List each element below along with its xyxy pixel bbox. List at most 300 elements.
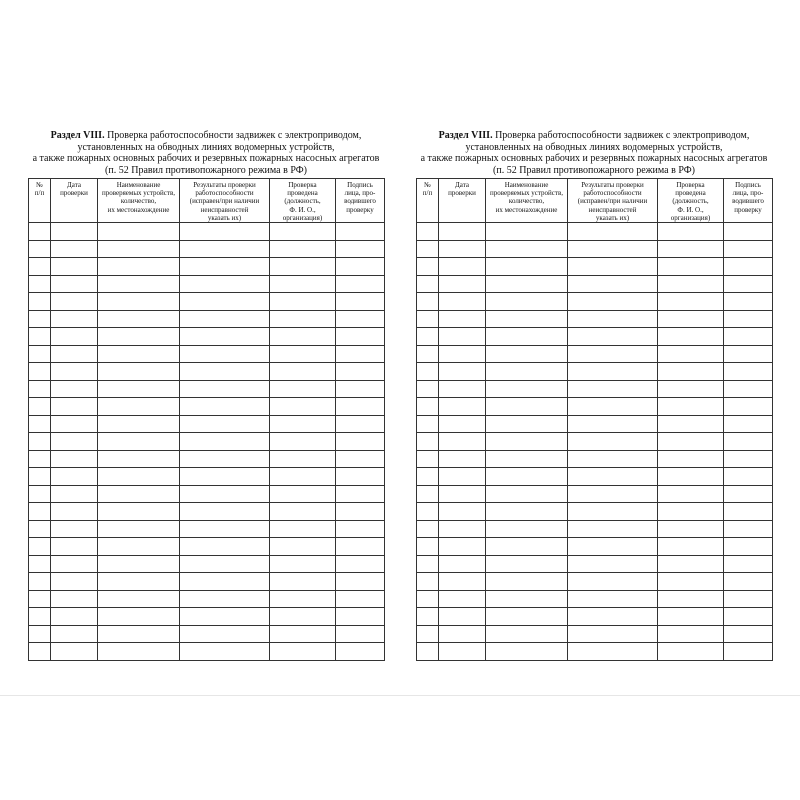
table-cell[interactable] — [439, 380, 486, 398]
table-cell[interactable] — [51, 485, 98, 503]
table-cell[interactable] — [658, 485, 724, 503]
table-cell[interactable] — [98, 503, 180, 521]
table-cell[interactable] — [724, 240, 773, 258]
table-cell[interactable] — [439, 310, 486, 328]
table-cell[interactable] — [98, 608, 180, 626]
table-cell[interactable] — [180, 573, 270, 591]
table-cell[interactable] — [51, 293, 98, 311]
table-cell[interactable] — [486, 468, 568, 486]
table-cell[interactable] — [486, 608, 568, 626]
table-cell[interactable] — [270, 345, 336, 363]
table-cell[interactable] — [51, 625, 98, 643]
table-cell[interactable] — [270, 293, 336, 311]
table-cell[interactable] — [98, 310, 180, 328]
table-cell[interactable] — [439, 590, 486, 608]
table-cell[interactable] — [270, 275, 336, 293]
table-cell[interactable] — [180, 310, 270, 328]
table-cell[interactable] — [336, 398, 385, 416]
table-cell[interactable] — [98, 223, 180, 241]
table-cell[interactable] — [568, 310, 658, 328]
table-cell[interactable] — [98, 590, 180, 608]
table-cell[interactable] — [51, 538, 98, 556]
table-cell[interactable] — [336, 223, 385, 241]
table-cell[interactable] — [180, 223, 270, 241]
table-cell[interactable] — [180, 293, 270, 311]
table-cell[interactable] — [29, 415, 51, 433]
table-cell[interactable] — [568, 573, 658, 591]
table-cell[interactable] — [486, 310, 568, 328]
table-cell[interactable] — [658, 240, 724, 258]
table-cell[interactable] — [724, 223, 773, 241]
table-cell[interactable] — [270, 608, 336, 626]
table-cell[interactable] — [270, 503, 336, 521]
table-cell[interactable] — [29, 258, 51, 276]
table-cell[interactable] — [98, 485, 180, 503]
table-cell[interactable] — [336, 363, 385, 381]
table-cell[interactable] — [180, 503, 270, 521]
table-cell[interactable] — [98, 240, 180, 258]
table-cell[interactable] — [336, 608, 385, 626]
table-cell[interactable] — [486, 433, 568, 451]
table-cell[interactable] — [486, 485, 568, 503]
table-cell[interactable] — [568, 538, 658, 556]
table-cell[interactable] — [29, 433, 51, 451]
table-cell[interactable] — [724, 538, 773, 556]
table-cell[interactable] — [724, 398, 773, 416]
table-cell[interactable] — [29, 293, 51, 311]
table-cell[interactable] — [658, 293, 724, 311]
table-cell[interactable] — [724, 363, 773, 381]
table-cell[interactable] — [658, 328, 724, 346]
table-cell[interactable] — [568, 520, 658, 538]
table-cell[interactable] — [98, 468, 180, 486]
table-cell[interactable] — [568, 293, 658, 311]
table-cell[interactable] — [486, 240, 568, 258]
table-cell[interactable] — [439, 555, 486, 573]
table-cell[interactable] — [336, 433, 385, 451]
table-cell[interactable] — [568, 625, 658, 643]
table-cell[interactable] — [336, 258, 385, 276]
table-cell[interactable] — [568, 485, 658, 503]
table-cell[interactable] — [486, 398, 568, 416]
table-cell[interactable] — [98, 643, 180, 661]
table-cell[interactable] — [180, 275, 270, 293]
table-cell[interactable] — [658, 555, 724, 573]
table-cell[interactable] — [568, 608, 658, 626]
table-cell[interactable] — [51, 433, 98, 451]
table-cell[interactable] — [51, 450, 98, 468]
table-cell[interactable] — [51, 223, 98, 241]
table-cell[interactable] — [98, 293, 180, 311]
table-cell[interactable] — [568, 363, 658, 381]
table-cell[interactable] — [180, 608, 270, 626]
table-cell[interactable] — [417, 258, 439, 276]
table-cell[interactable] — [336, 590, 385, 608]
table-cell[interactable] — [98, 380, 180, 398]
table-cell[interactable] — [336, 555, 385, 573]
table-cell[interactable] — [29, 643, 51, 661]
table-cell[interactable] — [336, 643, 385, 661]
table-cell[interactable] — [51, 275, 98, 293]
table-cell[interactable] — [51, 328, 98, 346]
table-cell[interactable] — [270, 468, 336, 486]
table-cell[interactable] — [336, 468, 385, 486]
table-cell[interactable] — [658, 520, 724, 538]
table-cell[interactable] — [180, 380, 270, 398]
table-cell[interactable] — [51, 415, 98, 433]
table-cell[interactable] — [270, 415, 336, 433]
table-cell[interactable] — [724, 275, 773, 293]
table-cell[interactable] — [486, 590, 568, 608]
table-cell[interactable] — [270, 538, 336, 556]
table-cell[interactable] — [658, 538, 724, 556]
table-cell[interactable] — [98, 520, 180, 538]
table-cell[interactable] — [98, 625, 180, 643]
table-cell[interactable] — [29, 503, 51, 521]
table-cell[interactable] — [658, 223, 724, 241]
table-cell[interactable] — [336, 503, 385, 521]
table-cell[interactable] — [51, 380, 98, 398]
table-cell[interactable] — [29, 468, 51, 486]
table-cell[interactable] — [270, 433, 336, 451]
table-cell[interactable] — [336, 520, 385, 538]
table-cell[interactable] — [29, 398, 51, 416]
table-cell[interactable] — [658, 275, 724, 293]
table-cell[interactable] — [568, 450, 658, 468]
table-cell[interactable] — [336, 380, 385, 398]
table-cell[interactable] — [29, 223, 51, 241]
table-cell[interactable] — [51, 240, 98, 258]
table-cell[interactable] — [486, 363, 568, 381]
table-cell[interactable] — [417, 275, 439, 293]
table-cell[interactable] — [568, 240, 658, 258]
table-cell[interactable] — [568, 503, 658, 521]
table-cell[interactable] — [439, 573, 486, 591]
table-cell[interactable] — [336, 625, 385, 643]
table-cell[interactable] — [180, 433, 270, 451]
table-cell[interactable] — [658, 450, 724, 468]
table-cell[interactable] — [724, 468, 773, 486]
table-cell[interactable] — [336, 415, 385, 433]
table-cell[interactable] — [417, 450, 439, 468]
table-cell[interactable] — [29, 240, 51, 258]
table-cell[interactable] — [336, 293, 385, 311]
table-cell[interactable] — [568, 415, 658, 433]
table-cell[interactable] — [439, 433, 486, 451]
table-cell[interactable] — [98, 555, 180, 573]
table-cell[interactable] — [180, 328, 270, 346]
table-cell[interactable] — [658, 380, 724, 398]
table-cell[interactable] — [724, 573, 773, 591]
table-cell[interactable] — [98, 450, 180, 468]
table-cell[interactable] — [29, 555, 51, 573]
table-cell[interactable] — [180, 555, 270, 573]
table-cell[interactable] — [724, 293, 773, 311]
table-cell[interactable] — [336, 310, 385, 328]
table-cell[interactable] — [417, 503, 439, 521]
table-cell[interactable] — [180, 450, 270, 468]
table-cell[interactable] — [658, 590, 724, 608]
table-cell[interactable] — [486, 380, 568, 398]
table-cell[interactable] — [336, 275, 385, 293]
table-cell[interactable] — [417, 555, 439, 573]
table-cell[interactable] — [29, 573, 51, 591]
table-cell[interactable] — [417, 468, 439, 486]
table-cell[interactable] — [658, 433, 724, 451]
table-cell[interactable] — [98, 415, 180, 433]
table-cell[interactable] — [180, 485, 270, 503]
table-cell[interactable] — [658, 310, 724, 328]
table-cell[interactable] — [417, 625, 439, 643]
table-cell[interactable] — [417, 345, 439, 363]
table-cell[interactable] — [270, 310, 336, 328]
table-cell[interactable] — [486, 328, 568, 346]
table-cell[interactable] — [270, 380, 336, 398]
table-cell[interactable] — [417, 363, 439, 381]
table-cell[interactable] — [98, 538, 180, 556]
table-cell[interactable] — [336, 450, 385, 468]
table-cell[interactable] — [270, 328, 336, 346]
table-cell[interactable] — [180, 468, 270, 486]
table-cell[interactable] — [658, 415, 724, 433]
table-cell[interactable] — [724, 503, 773, 521]
table-cell[interactable] — [29, 345, 51, 363]
table-cell[interactable] — [29, 538, 51, 556]
table-cell[interactable] — [270, 625, 336, 643]
table-cell[interactable] — [417, 433, 439, 451]
table-cell[interactable] — [417, 608, 439, 626]
table-cell[interactable] — [417, 415, 439, 433]
table-cell[interactable] — [439, 240, 486, 258]
table-cell[interactable] — [568, 398, 658, 416]
table-cell[interactable] — [439, 503, 486, 521]
table-cell[interactable] — [29, 590, 51, 608]
table-cell[interactable] — [486, 573, 568, 591]
table-cell[interactable] — [51, 608, 98, 626]
table-cell[interactable] — [658, 258, 724, 276]
table-cell[interactable] — [568, 468, 658, 486]
table-cell[interactable] — [270, 590, 336, 608]
table-cell[interactable] — [486, 625, 568, 643]
table-cell[interactable] — [658, 345, 724, 363]
table-cell[interactable] — [180, 345, 270, 363]
table-cell[interactable] — [180, 625, 270, 643]
table-cell[interactable] — [29, 310, 51, 328]
table-cell[interactable] — [439, 258, 486, 276]
table-cell[interactable] — [439, 450, 486, 468]
table-cell[interactable] — [658, 468, 724, 486]
table-cell[interactable] — [336, 345, 385, 363]
table-cell[interactable] — [270, 240, 336, 258]
table-cell[interactable] — [439, 520, 486, 538]
table-cell[interactable] — [724, 258, 773, 276]
table-cell[interactable] — [724, 643, 773, 661]
table-cell[interactable] — [98, 258, 180, 276]
table-cell[interactable] — [336, 328, 385, 346]
table-cell[interactable] — [417, 223, 439, 241]
table-cell[interactable] — [270, 450, 336, 468]
table-cell[interactable] — [658, 625, 724, 643]
table-cell[interactable] — [98, 275, 180, 293]
table-cell[interactable] — [417, 380, 439, 398]
table-cell[interactable] — [439, 468, 486, 486]
table-cell[interactable] — [724, 625, 773, 643]
table-cell[interactable] — [439, 538, 486, 556]
table-cell[interactable] — [51, 468, 98, 486]
table-cell[interactable] — [29, 363, 51, 381]
table-cell[interactable] — [439, 363, 486, 381]
table-cell[interactable] — [658, 643, 724, 661]
table-cell[interactable] — [270, 485, 336, 503]
table-cell[interactable] — [29, 520, 51, 538]
table-cell[interactable] — [417, 240, 439, 258]
table-cell[interactable] — [180, 363, 270, 381]
table-cell[interactable] — [486, 415, 568, 433]
table-cell[interactable] — [29, 608, 51, 626]
table-cell[interactable] — [486, 643, 568, 661]
table-cell[interactable] — [180, 258, 270, 276]
table-cell[interactable] — [568, 380, 658, 398]
table-cell[interactable] — [270, 398, 336, 416]
table-cell[interactable] — [336, 240, 385, 258]
table-cell[interactable] — [29, 450, 51, 468]
table-cell[interactable] — [270, 643, 336, 661]
table-cell[interactable] — [51, 573, 98, 591]
table-cell[interactable] — [417, 573, 439, 591]
table-cell[interactable] — [724, 590, 773, 608]
table-cell[interactable] — [51, 345, 98, 363]
table-cell[interactable] — [658, 398, 724, 416]
table-cell[interactable] — [98, 328, 180, 346]
table-cell[interactable] — [439, 485, 486, 503]
table-cell[interactable] — [439, 223, 486, 241]
table-cell[interactable] — [568, 275, 658, 293]
table-cell[interactable] — [486, 555, 568, 573]
table-cell[interactable] — [270, 223, 336, 241]
table-cell[interactable] — [658, 573, 724, 591]
table-cell[interactable] — [51, 503, 98, 521]
table-cell[interactable] — [336, 485, 385, 503]
table-cell[interactable] — [51, 643, 98, 661]
table-cell[interactable] — [417, 293, 439, 311]
table-cell[interactable] — [270, 555, 336, 573]
table-cell[interactable] — [724, 380, 773, 398]
table-cell[interactable] — [724, 433, 773, 451]
table-cell[interactable] — [180, 538, 270, 556]
table-cell[interactable] — [658, 363, 724, 381]
table-cell[interactable] — [51, 310, 98, 328]
table-cell[interactable] — [724, 485, 773, 503]
table-cell[interactable] — [486, 520, 568, 538]
table-cell[interactable] — [51, 555, 98, 573]
table-cell[interactable] — [98, 573, 180, 591]
table-cell[interactable] — [486, 275, 568, 293]
table-cell[interactable] — [439, 643, 486, 661]
table-cell[interactable] — [417, 310, 439, 328]
table-cell[interactable] — [417, 485, 439, 503]
table-cell[interactable] — [98, 345, 180, 363]
table-cell[interactable] — [724, 345, 773, 363]
table-cell[interactable] — [417, 520, 439, 538]
table-cell[interactable] — [270, 258, 336, 276]
table-cell[interactable] — [29, 485, 51, 503]
table-cell[interactable] — [568, 328, 658, 346]
table-cell[interactable] — [568, 223, 658, 241]
table-cell[interactable] — [29, 625, 51, 643]
table-cell[interactable] — [180, 415, 270, 433]
table-cell[interactable] — [439, 398, 486, 416]
table-cell[interactable] — [417, 538, 439, 556]
table-cell[interactable] — [180, 643, 270, 661]
table-cell[interactable] — [658, 608, 724, 626]
table-cell[interactable] — [568, 555, 658, 573]
table-cell[interactable] — [270, 363, 336, 381]
table-cell[interactable] — [180, 398, 270, 416]
table-cell[interactable] — [51, 363, 98, 381]
table-cell[interactable] — [180, 590, 270, 608]
table-cell[interactable] — [486, 345, 568, 363]
table-cell[interactable] — [439, 293, 486, 311]
table-cell[interactable] — [568, 345, 658, 363]
table-cell[interactable] — [486, 258, 568, 276]
table-cell[interactable] — [568, 643, 658, 661]
table-cell[interactable] — [658, 503, 724, 521]
table-cell[interactable] — [439, 415, 486, 433]
table-cell[interactable] — [439, 275, 486, 293]
table-cell[interactable] — [51, 520, 98, 538]
table-cell[interactable] — [98, 433, 180, 451]
table-cell[interactable] — [417, 398, 439, 416]
table-cell[interactable] — [724, 450, 773, 468]
table-cell[interactable] — [417, 328, 439, 346]
table-cell[interactable] — [51, 258, 98, 276]
table-cell[interactable] — [724, 520, 773, 538]
table-cell[interactable] — [724, 310, 773, 328]
table-cell[interactable] — [98, 398, 180, 416]
table-cell[interactable] — [486, 223, 568, 241]
table-cell[interactable] — [51, 398, 98, 416]
table-cell[interactable] — [29, 328, 51, 346]
table-cell[interactable] — [724, 328, 773, 346]
table-cell[interactable] — [568, 258, 658, 276]
table-cell[interactable] — [180, 520, 270, 538]
table-cell[interactable] — [486, 503, 568, 521]
table-cell[interactable] — [486, 450, 568, 468]
table-cell[interactable] — [568, 433, 658, 451]
table-cell[interactable] — [336, 573, 385, 591]
table-cell[interactable] — [270, 573, 336, 591]
table-cell[interactable] — [439, 608, 486, 626]
table-cell[interactable] — [439, 328, 486, 346]
table-cell[interactable] — [336, 538, 385, 556]
table-cell[interactable] — [417, 643, 439, 661]
table-cell[interactable] — [29, 275, 51, 293]
table-cell[interactable] — [270, 520, 336, 538]
table-cell[interactable] — [98, 363, 180, 381]
table-cell[interactable] — [29, 380, 51, 398]
table-cell[interactable] — [51, 590, 98, 608]
table-cell[interactable] — [724, 555, 773, 573]
table-cell[interactable] — [724, 608, 773, 626]
table-cell[interactable] — [439, 625, 486, 643]
table-cell[interactable] — [568, 590, 658, 608]
table-cell[interactable] — [439, 345, 486, 363]
table-cell[interactable] — [486, 538, 568, 556]
table-cell[interactable] — [180, 240, 270, 258]
table-cell[interactable] — [486, 293, 568, 311]
table-cell[interactable] — [417, 590, 439, 608]
table-cell[interactable] — [724, 415, 773, 433]
